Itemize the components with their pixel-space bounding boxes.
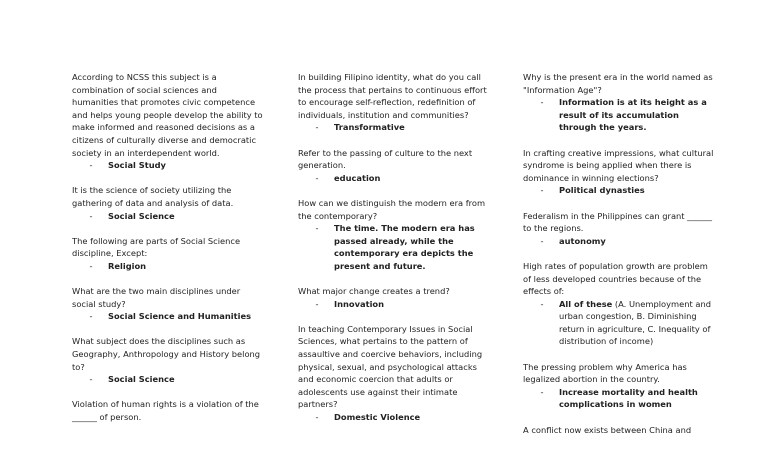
qa-item <box>72 235 264 273</box>
bullet-dash: - <box>89 260 93 271</box>
answer-text: Social Science <box>108 210 175 221</box>
qa-item <box>298 197 490 273</box>
answer-text: Religion <box>108 260 147 271</box>
question-text: Violation of human rights is a violation of the ______ of person. <box>72 399 259 423</box>
bullet-dash: - <box>89 160 93 171</box>
qa-item <box>523 71 715 134</box>
question-text: In building Filipino identity, what do you call the process that pertains to continuous effort to encourage self-reflection, redefinition of individuals, institution and communities? <box>298 72 487 120</box>
column-left <box>72 71 264 436</box>
answer-line <box>72 260 264 273</box>
qa-item <box>72 71 264 172</box>
qa-item <box>523 210 715 248</box>
answer-line <box>523 235 715 248</box>
answer-line <box>523 386 715 411</box>
answer-line <box>298 222 490 272</box>
answer-line <box>523 298 715 348</box>
bullet-dash: - <box>540 386 544 397</box>
answer-text: education <box>334 172 381 183</box>
question-text: In crafting creative impressions, what cultural syndrome is being applied when there is dominance in winning elections? <box>523 147 714 183</box>
answer-text: autonomy <box>559 235 606 246</box>
bullet-dash: - <box>89 311 93 322</box>
bullet-dash: - <box>540 298 544 309</box>
answer-line <box>72 210 264 223</box>
bullet-dash: - <box>540 235 544 246</box>
answer-text: Increase mortality and health complications in women <box>559 386 698 410</box>
column-middle <box>298 71 490 436</box>
question-text: The following are parts of Social Science discipline, Except: <box>72 235 241 259</box>
question-text: How can we distinguish the modern era from the contemporary? <box>298 197 486 221</box>
answer-text: Domestic Violence <box>334 412 421 423</box>
question-text: What subject does the disciplines such as Geography, Anthropology and History belong to? <box>72 336 261 372</box>
qa-item <box>298 71 490 134</box>
answer-line <box>523 184 715 197</box>
qa-item <box>298 147 490 185</box>
bullet-dash: - <box>89 374 93 385</box>
bullet-dash: - <box>89 210 93 221</box>
question-text: A conflict now exists between China and <box>523 424 692 435</box>
bullet-dash: - <box>315 122 319 133</box>
qa-item <box>72 398 264 423</box>
answer-detail-text: (A. Unemployment and urban congestion, B. Diminishing return in agriculture, C. Inequality of distribution of income) <box>559 298 711 347</box>
qa-item <box>72 184 264 222</box>
question-text: Federalism in the Philippines can grant ______ to the regions. <box>523 210 713 234</box>
question-text: What are the two main disciplines under social study? <box>72 286 241 309</box>
bullet-dash: - <box>540 97 544 108</box>
question-text: It is the science of society utilizing the gathering of data and analysis of data. <box>72 185 234 208</box>
answer-text: Social Study <box>108 160 166 171</box>
question-text: What major change creates a trend? <box>298 286 450 297</box>
answer-line <box>298 121 490 134</box>
answer-text: The time. The modern era has passed already, while the contemporary era depicts the present and future. <box>334 223 475 271</box>
qa-item <box>523 424 715 437</box>
question-text: According to NCSS this subject is a combination of social sciences and humanities that promotes civic competence and helps young people develop the ability to make informed and reasoned decisions as a citizens of culturally diverse and democratic society in an interdependent world. <box>72 72 263 158</box>
answer-text: Political dynasties <box>559 185 645 196</box>
answer-line <box>523 96 715 134</box>
qa-item <box>523 260 715 348</box>
answer-text: Transformative <box>334 122 405 133</box>
bullet-dash: - <box>315 298 319 309</box>
question-text: In teaching Contemporary Issues in Social Sciences, what pertains to the pattern of assaultive and coercive behaviors, including physical, sexual, and psychological attacks and economic coercion that adults or adolescents use against their intimate partners? <box>298 323 483 410</box>
answer-line <box>72 159 264 172</box>
qa-item <box>72 285 264 323</box>
answer-text: Innovation <box>334 298 385 309</box>
answer-text: Information is at its height as a result of its accumulation through the years. <box>559 97 707 133</box>
answer-line <box>72 310 264 323</box>
question-text: Why is the present era in the world named as "Information Age"? <box>523 72 713 95</box>
qa-item <box>298 285 490 310</box>
answer-line <box>298 411 490 424</box>
qa-item <box>523 147 715 197</box>
bullet-dash: - <box>315 223 319 234</box>
qa-item <box>72 335 264 385</box>
bullet-dash: - <box>315 412 319 423</box>
qa-item <box>523 361 715 411</box>
bullet-dash: - <box>540 185 544 196</box>
column-right <box>523 71 715 449</box>
answer-bold-text: All of these <box>559 298 613 309</box>
answer-line <box>72 373 264 386</box>
question-text: Refer to the passing of culture to the next generation. <box>298 147 473 171</box>
question-text: High rates of population growth are problem of less developed countries because of the effects of: <box>523 260 708 297</box>
answer-line <box>298 172 490 185</box>
answer-line <box>298 298 490 311</box>
bullet-dash: - <box>315 172 319 183</box>
answer-text: Social Science <box>108 374 175 385</box>
answer-text: Social Science and Humanities <box>108 311 252 322</box>
qa-item <box>298 323 490 424</box>
answer-text <box>553 298 715 348</box>
question-text: The pressing problem why America has legalized abortion in the country. <box>523 361 687 385</box>
